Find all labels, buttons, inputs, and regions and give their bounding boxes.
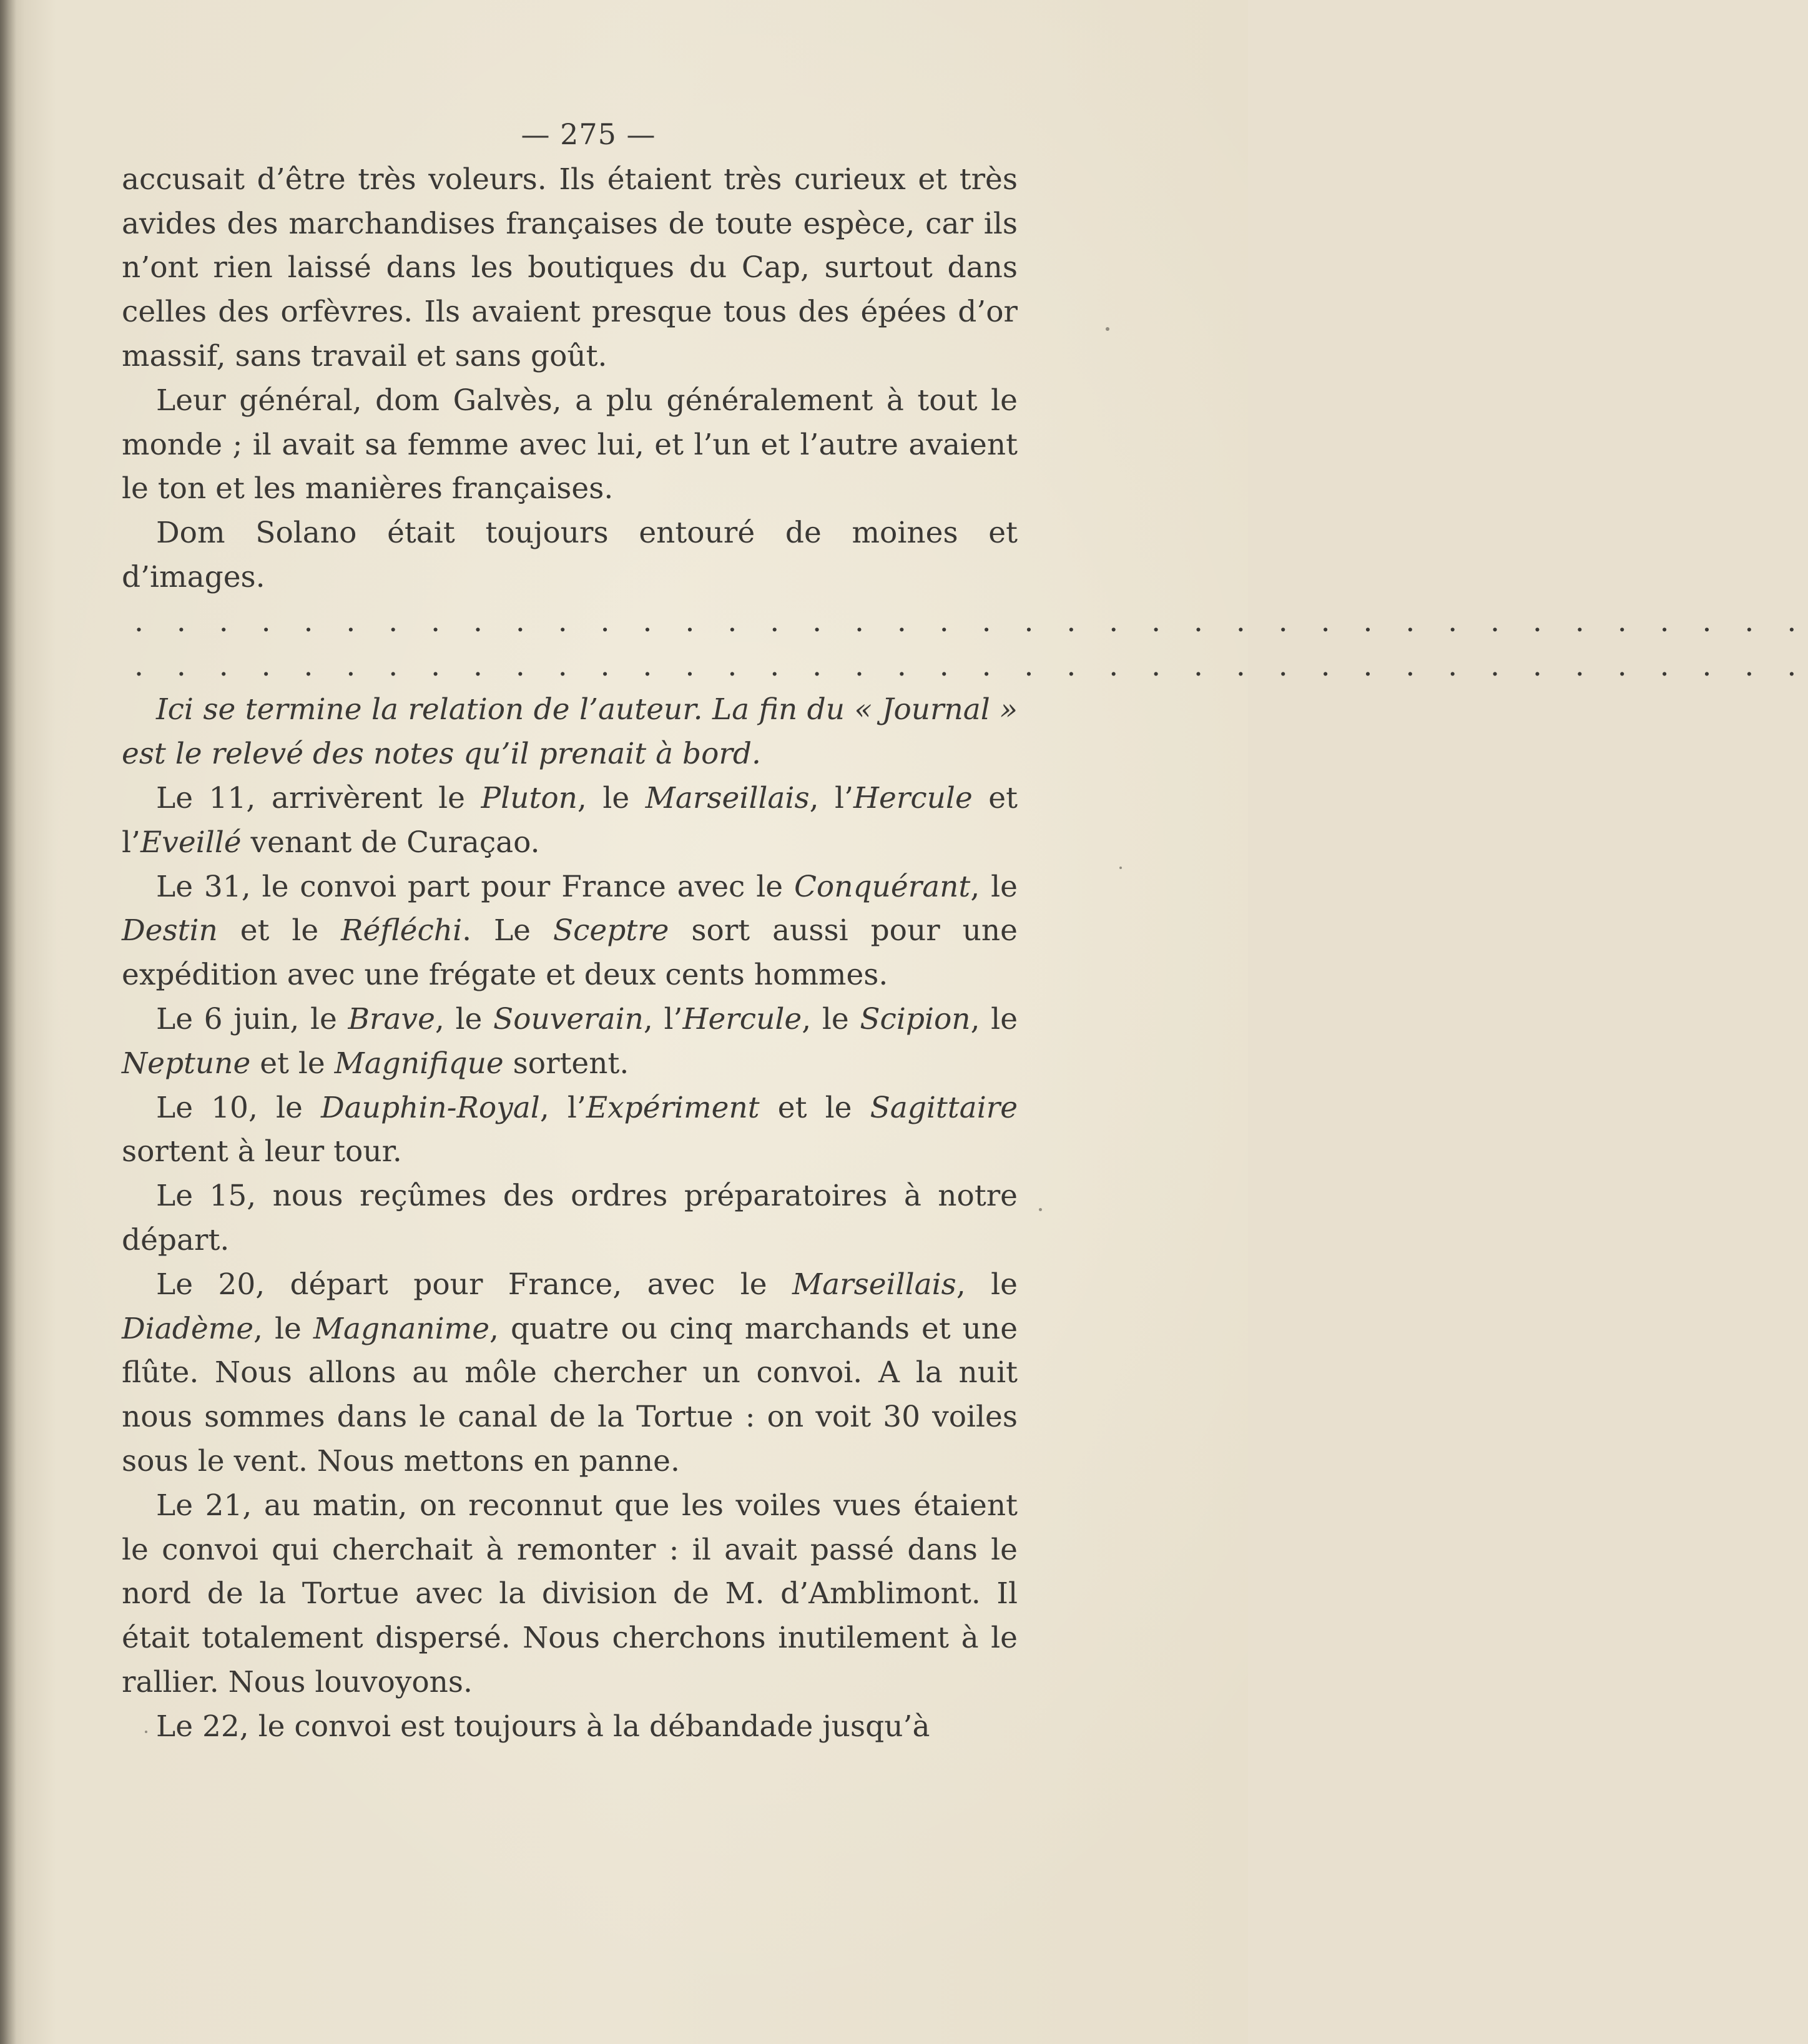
- paragraph-3: Dom Solano était toujours entouré de moines et d’images.: [122, 516, 1018, 594]
- ship-name: Souverain: [493, 1001, 644, 1036]
- paragraph-1: accusait d’être très voleurs. Ils étaient très curieux et très avides des marchandises françaises de toute espèce, car ils n’ont rien laissé dans les boutiques du Cap, surtout dans celles des orfèvres. Ils avaient presque tous des épées d’or massif, sans travail et sans goût.: [122, 162, 1018, 373]
- paragraph-entry-21: Le 21, au matin, on reconnut que les voiles vues étaient le convoi qui cherchait à remonter : il avait passé dans le nord de la Tortue avec la division de M. d’Amblimont. Il était totalement dispersé. Nous cherchons inutilement à le rallier. Nous louvoyons.: [122, 1488, 1018, 1699]
- page-number: — 275 —: [521, 117, 656, 151]
- ship-name: Neptune: [122, 1046, 251, 1081]
- ship-name: Eveillé: [140, 825, 242, 860]
- paragraph-editor-note: Ici se termine la relation de l’auteur. La fin du « Journal » est le relevé des notes qu’il prenait à bord.: [122, 692, 1018, 772]
- gutter-shadow: [0, 0, 16, 2044]
- ship-name: Magnifique: [334, 1046, 504, 1081]
- ellipsis-row-2: . . . . . . . . . . . . . . . . . . . . . . . . . . . . . . . . . . . . . . . .: [134, 648, 1808, 683]
- paragraph-entry-20: Le 20, départ pour France, avec le Marseillais, le Diadème, le Magnanime, quatre ou cinq marchands et une flûte. Nous allons au môle chercher un convoi. A la nuit nous sommes dans le canal de la Tortue : on voit 30 voiles sous le vent. Nous mettons en panne.: [122, 1267, 1018, 1478]
- paragraph-entry-22: Le 22, le convoi est toujours à la débandade jusqu’à: [156, 1709, 930, 1744]
- ship-name: Hercule: [853, 780, 973, 815]
- ship-name: Hercule: [682, 1001, 802, 1036]
- ship-name: Expériment: [586, 1090, 760, 1125]
- page-text: [122, 112, 1808, 1749]
- paragraph-entry-15: Le 15, nous reçûmes des ordres préparatoires à notre départ.: [122, 1179, 1018, 1257]
- paragraph-entry-11: Le 11, arrivèrent le Pluton, le Marseillais, l’Hercule et l’Eveillé venant de Curaçao.: [122, 780, 1018, 860]
- ship-name: Magnanime: [313, 1311, 490, 1346]
- ship-name: Pluton: [481, 780, 577, 815]
- ellipsis-row-1: . . . . . . . . . . . . . . . . . . . . . . . . . . . . . . . . . . . . . . . .: [134, 604, 1808, 639]
- ship-name: Scipion: [860, 1001, 971, 1036]
- paragraph-entry-10: Le 10, le Dauphin-Royal, l’Expériment et le Sagittaire sortent à leur tour.: [122, 1090, 1018, 1169]
- ship-name: Dauphin-Royal: [321, 1090, 540, 1125]
- paragraph-entry-31: Le 31, le convoi part pour France avec le Conquérant, le Destin et le Réfléchi. Le Sceptre sort aussi pour une expédition avec une frégate et deux cents hommes.: [122, 869, 1018, 993]
- ship-name: Sagittaire: [870, 1090, 1018, 1125]
- ship-name: Réfléchi: [341, 913, 463, 948]
- paragraph-2: Leur général, dom Galvès, a plu généralement à tout le monde ; il avait sa femme avec lui, et l’un et l’autre avaient le ton et les manières françaises.: [122, 383, 1018, 506]
- ship-name: Marseillais: [645, 780, 810, 815]
- ship-name: Destin: [122, 913, 218, 948]
- paper-speck: [1106, 327, 1109, 331]
- paper-speck: [1119, 867, 1122, 869]
- ship-name: Marseillais: [792, 1267, 956, 1302]
- paper-speck: [1039, 1208, 1042, 1211]
- ship-name: Sceptre: [553, 913, 669, 948]
- ship-name: Brave: [348, 1001, 435, 1036]
- ship-name: Diadème: [122, 1311, 254, 1346]
- ship-name: Conquérant: [793, 869, 971, 904]
- paragraph-entry-6-june: Le 6 juin, le Brave, le Souverain, l’Hercule, le Scipion, le Neptune et le Magnifique sortent.: [122, 1001, 1018, 1081]
